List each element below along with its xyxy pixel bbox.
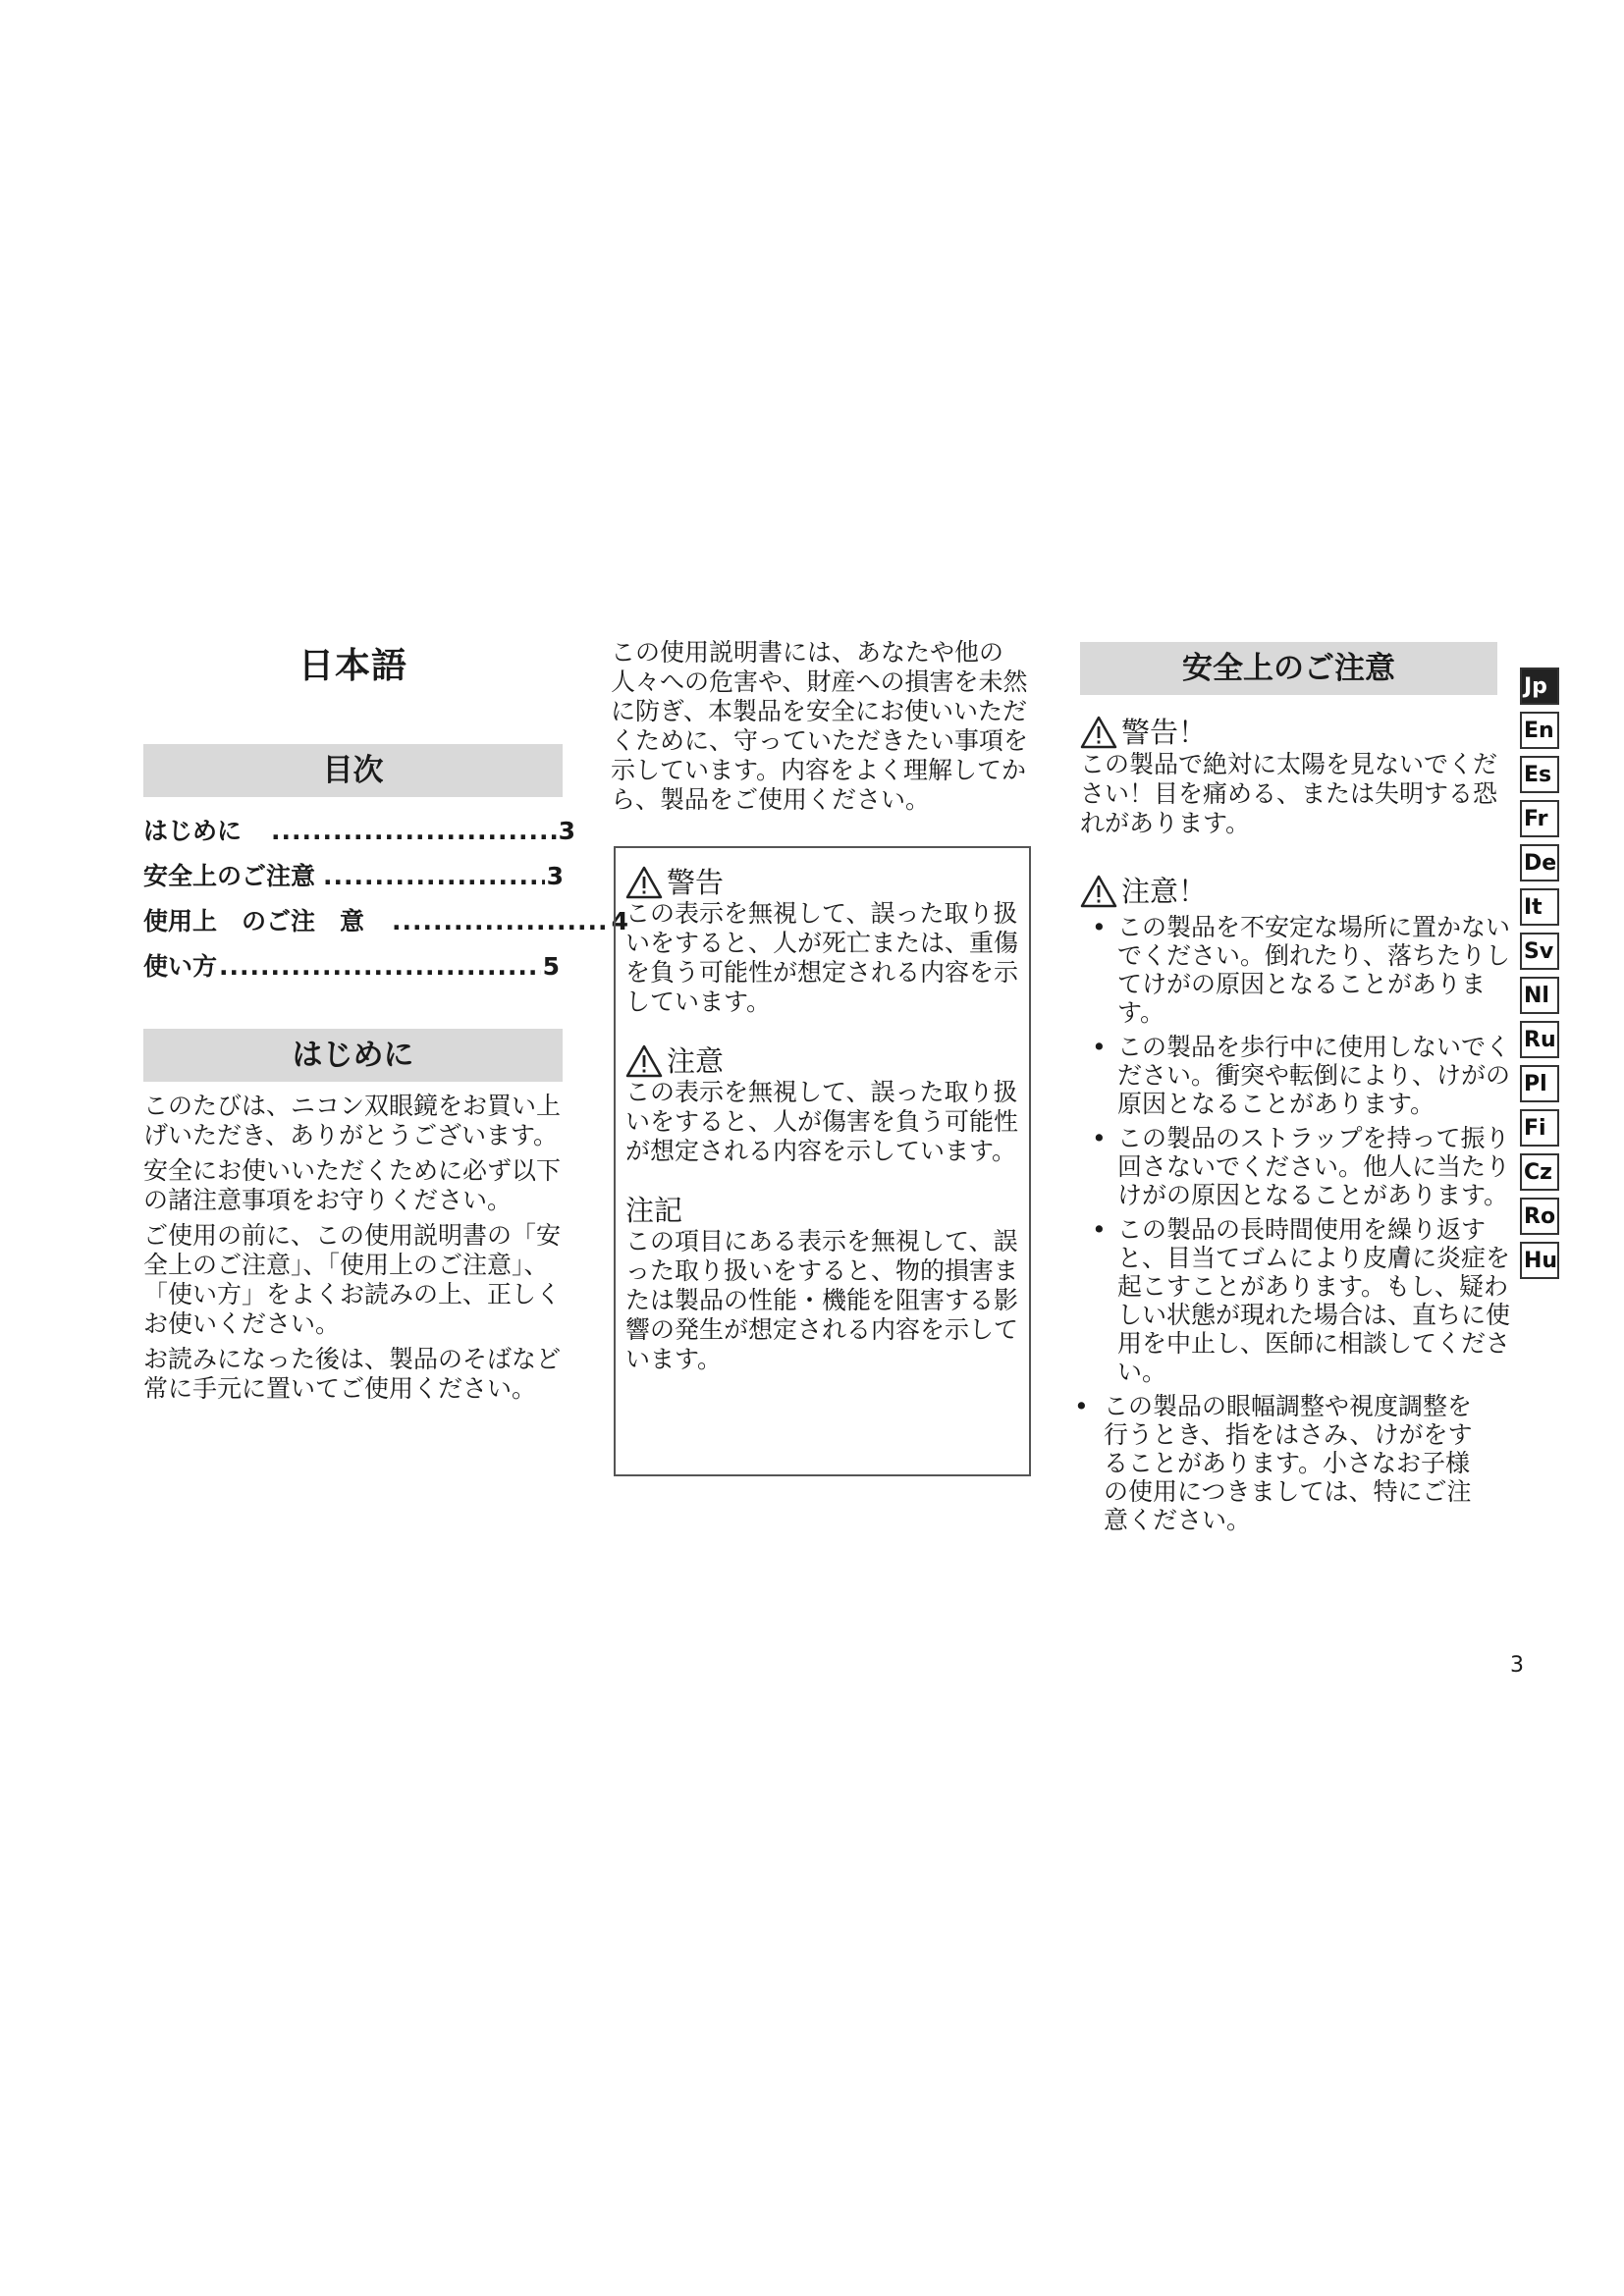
- bullet-icon: •: [1092, 913, 1107, 941]
- caution-item-text: この製品のストラップを持って振り回さないでください。他人に当たりけがの原因となることがあります。: [1117, 1124, 1511, 1209]
- language-tab[interactable]: It: [1520, 888, 1559, 926]
- intro-paragraph: 安全にお使いいただくために必ず以下の諸注意事項をお守りください。: [143, 1156, 562, 1214]
- language-tab[interactable]: En: [1520, 712, 1559, 749]
- safety-warning-text: この製品で絶対に太陽を見ないでください！目を痛める、または失明する恐れがあります。: [1080, 750, 1498, 837]
- toc-entry[interactable]: [143, 899, 628, 944]
- intro-heading: はじめに: [143, 1029, 563, 1082]
- list-item: [1080, 913, 1520, 1027]
- toc-entry-label: 使い方: [143, 952, 218, 981]
- caution-item-text: この製品の眼幅調整や視度調整を行うとき、指をはさみ、けがをすることがあります。小さなお子様の使用につきましては、特にご注意ください。: [1104, 1392, 1473, 1534]
- toc-entry-page: 3: [558, 817, 575, 845]
- legend-warning-label: 警告: [667, 866, 725, 899]
- safety-warning-heading: [1080, 715, 1502, 750]
- language-tab[interactable]: Ro: [1520, 1198, 1559, 1235]
- legend-warning-heading: [625, 866, 1019, 899]
- legend-note-heading: [625, 1194, 1019, 1227]
- language-tab[interactable]: Jp: [1520, 667, 1559, 705]
- language-tab[interactable]: Es: [1520, 756, 1559, 793]
- language-tab[interactable]: Nl: [1520, 977, 1559, 1014]
- list-item: [1066, 1392, 1477, 1534]
- toc-leader: [323, 854, 545, 899]
- symbol-legend-box: [611, 846, 1031, 1476]
- toc-heading: 目次: [143, 744, 563, 797]
- language-tab[interactable]: Pl: [1520, 1065, 1559, 1102]
- intro-paragraph: お読みになった後は、製品のそばなど常に手元に置いてご使用ください。: [143, 1345, 562, 1403]
- toc-entry-page: 3: [546, 862, 564, 890]
- safety-warning-label: 警告！: [1121, 716, 1208, 749]
- language-tab[interactable]: De: [1520, 844, 1559, 881]
- language-tab[interactable]: Cz: [1520, 1153, 1559, 1191]
- caution-item-text: この製品の長時間使用を繰り返すと、目当てゴムにより皮膚に炎症を起こすことがあります。もし、疑わしい状態が現れた場合は、直ちに使用を中止し、医師に相談してください。: [1117, 1215, 1511, 1386]
- caution-triangle-icon: [1080, 875, 1117, 908]
- language-tabs: [1520, 667, 1561, 1286]
- bullet-icon: •: [1092, 1033, 1107, 1061]
- list-item: [1080, 1124, 1520, 1209]
- manual-purpose-text: この使用説明書には、あなたや他の人々への危害や、財産への損害を未然に防ぎ、本製品を安全にお使いいただくために、守っていただきたい事項を示しています。内容をよく理解してから、製品をご使用ください。: [611, 638, 1029, 814]
- list-item: [1080, 1215, 1520, 1386]
- legend-caution-heading: [625, 1044, 1019, 1078]
- language-title: 日本語: [298, 646, 407, 686]
- bullet-icon: •: [1074, 1392, 1089, 1420]
- toc-leader: [392, 899, 610, 944]
- intro-paragraph: ご使用の前に、この使用説明書の「安全上のご注意」、「使用上のご注意」、「使い方」をよくお読みの上、正しくお使いください。: [143, 1221, 562, 1338]
- intro-paragraph: このたびは、ニコン双眼鏡をお買い上げいただき、ありがとうございます。: [143, 1092, 562, 1149]
- language-tab[interactable]: Ru: [1520, 1021, 1559, 1058]
- language-tab[interactable]: Sv: [1520, 933, 1559, 970]
- toc-leader: [271, 809, 557, 854]
- bullet-icon: •: [1092, 1124, 1107, 1152]
- legend-note-text: この項目にある表示を無視して、誤った取り扱いをすると、物的損害または製品の性能・機能を阻害する影響の発生が想定される内容を示しています。: [625, 1227, 1019, 1373]
- warning-triangle-icon: [625, 866, 663, 899]
- toc-entry[interactable]: [143, 854, 564, 899]
- intro-body: [143, 1092, 566, 1404]
- legend-caution-label: 注意: [667, 1044, 725, 1078]
- language-tab[interactable]: Fi: [1520, 1109, 1559, 1147]
- toc-entry-label: はじめに: [143, 817, 243, 845]
- toc-leader: [219, 944, 541, 989]
- language-tab[interactable]: Hu: [1520, 1242, 1559, 1279]
- safety-heading: 安全上のご注意: [1080, 642, 1497, 695]
- toc-entry[interactable]: [143, 944, 560, 989]
- toc-entry-page: 5: [542, 952, 560, 981]
- table-of-contents: [143, 809, 628, 989]
- caution-list: [1074, 913, 1520, 1534]
- left-column: [143, 638, 628, 1415]
- safety-caution-label: 注意！: [1121, 875, 1208, 908]
- toc-entry-page: 4: [611, 907, 628, 935]
- toc-entry-label: 使用上 のご注 意: [143, 907, 365, 935]
- language-tab[interactable]: Fr: [1520, 800, 1559, 837]
- page-number: 3: [1510, 1653, 1524, 1678]
- legend-note-label: 注記: [625, 1194, 683, 1227]
- legend-caution-text: この表示を無視して、誤った取り扱いをすると、人が傷害を負う可能性が想定される内容を示しています。: [625, 1078, 1019, 1165]
- right-column: [1074, 642, 1511, 1540]
- toc-entry-label: 安全上のご注意: [143, 862, 316, 890]
- caution-item-text: この製品を歩行中に使用しないでください。衝突や転倒により、けがの原因となることがあります。: [1117, 1033, 1511, 1118]
- bullet-icon: •: [1092, 1215, 1107, 1244]
- toc-entry[interactable]: [143, 809, 575, 854]
- warning-triangle-icon: [1080, 716, 1117, 749]
- safety-caution-heading: [1080, 874, 1502, 909]
- legend-warning-text: この表示を無視して、誤った取り扱いをすると、人が死亡または、重傷を負う可能性が想定される内容を示しています。: [625, 899, 1019, 1016]
- caution-triangle-icon: [625, 1044, 663, 1078]
- middle-column: [611, 638, 1033, 815]
- caution-item-text: この製品を不安定な場所に置かないでください。倒れたり、落ちたりしてけがの原因となることがあります。: [1117, 913, 1511, 1027]
- list-item: [1080, 1033, 1520, 1118]
